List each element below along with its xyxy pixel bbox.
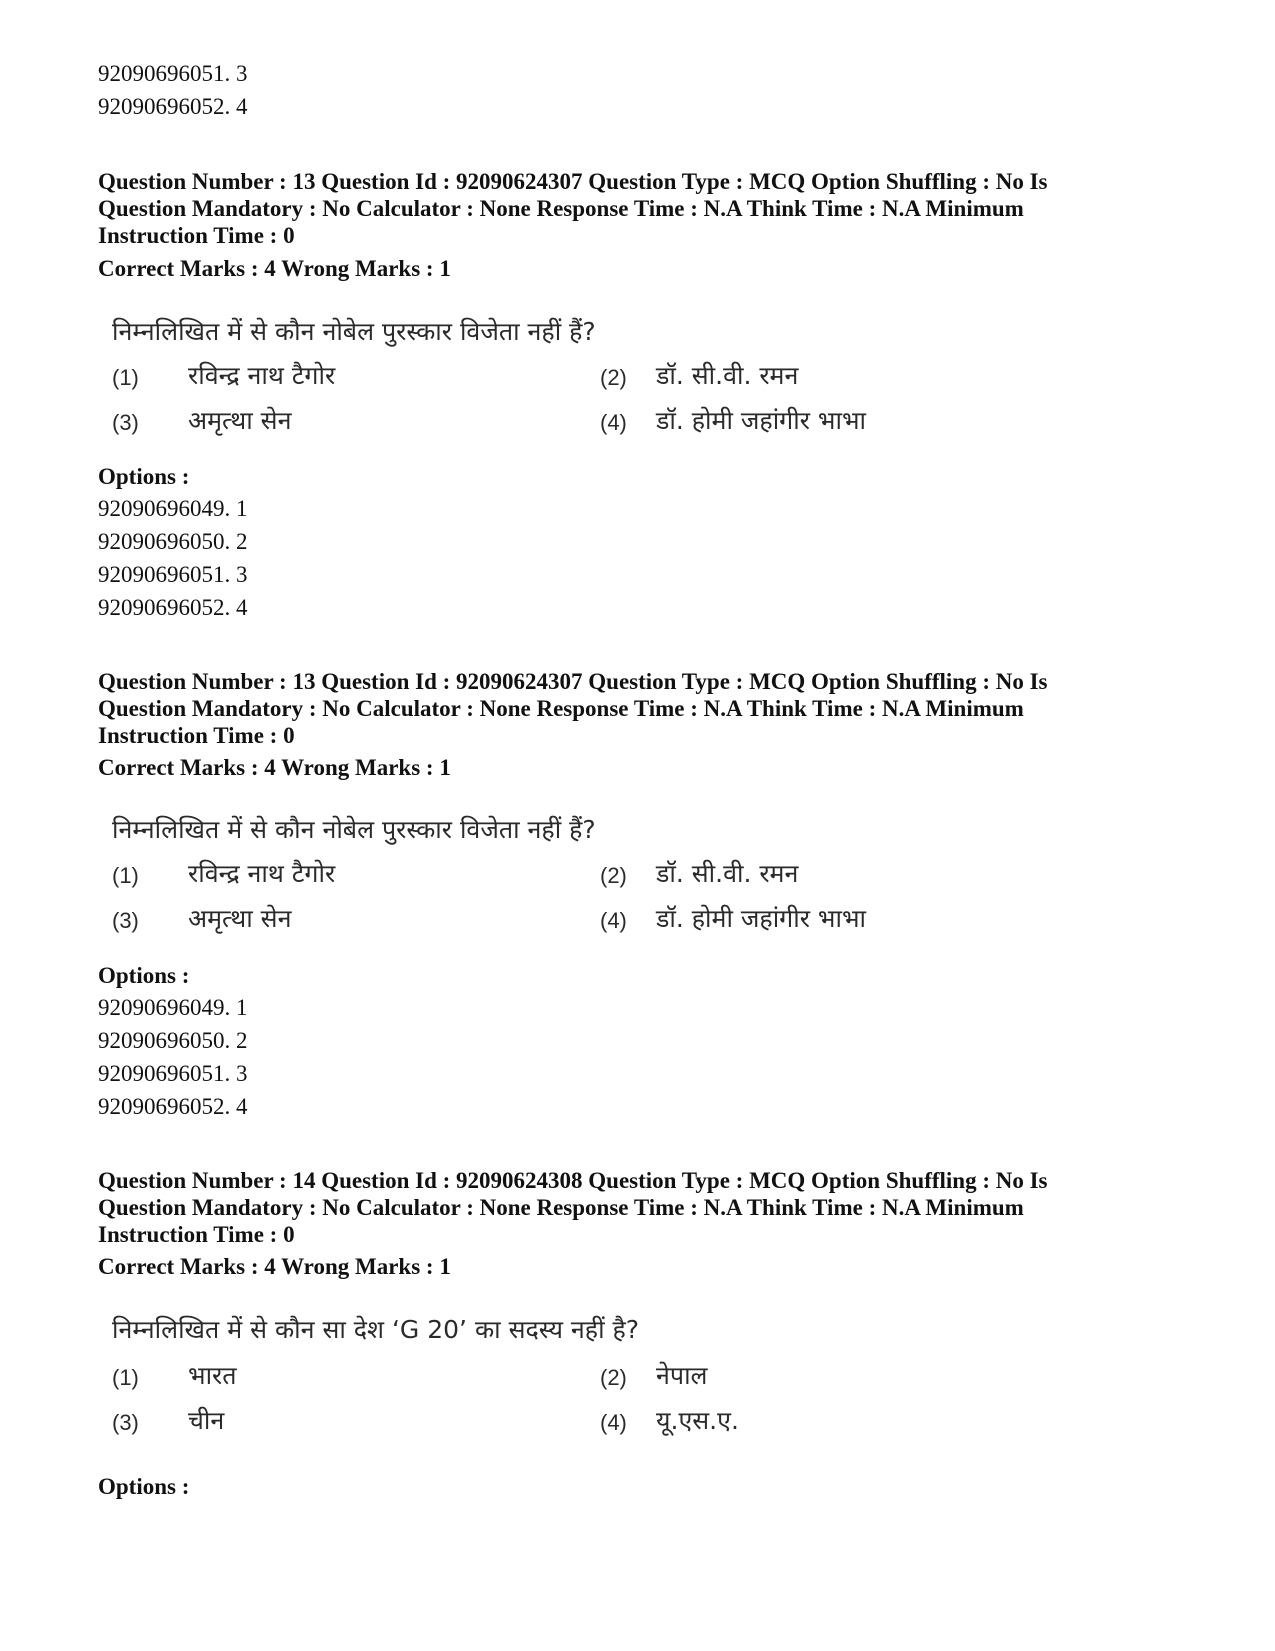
option-item: 92090696052. 4 bbox=[98, 595, 248, 620]
question-header-line: Question Number : 13 Question Id : 92090624307 Question Type : MCQ Option Shuffling : No Is bbox=[98, 169, 1048, 194]
question-header-line: Instruction Time : 0 bbox=[98, 1222, 295, 1247]
option-item: 92090696052. 4 bbox=[98, 94, 248, 119]
question-header-line: Question Number : 14 Question Id : 92090624308 Question Type : MCQ Option Shuffling : No Is bbox=[98, 1168, 1048, 1193]
choice-text: डॉ. सी.वी. रमन bbox=[656, 361, 799, 390]
choice-number: (1) bbox=[112, 863, 139, 888]
question-header-line: Question Number : 13 Question Id : 92090624307 Question Type : MCQ Option Shuffling : No Is bbox=[98, 669, 1048, 694]
choice-number: (2) bbox=[600, 863, 627, 888]
question-text: निम्नलिखित में से कौन नोबेल पुरस्कार विजेता नहीं हैं? bbox=[112, 815, 596, 844]
choice-number: (4) bbox=[600, 908, 627, 933]
question-marks: Correct Marks : 4 Wrong Marks : 1 bbox=[98, 256, 451, 281]
option-item: 92090696050. 2 bbox=[98, 529, 248, 554]
choice-text: अमृत्था सेन bbox=[188, 406, 292, 435]
choice-number: (1) bbox=[112, 1365, 139, 1390]
choice-text: रविन्द्र नाथ टैगोर bbox=[188, 859, 336, 888]
question-header-line: Question Mandatory : No Calculator : None Response Time : N.A Think Time : N.A Minimum bbox=[98, 1195, 1024, 1220]
choice-text: अमृत्था सेन bbox=[188, 904, 292, 933]
choice-number: (2) bbox=[600, 1365, 627, 1390]
question-marks: Correct Marks : 4 Wrong Marks : 1 bbox=[98, 1254, 451, 1279]
option-item: 92090696051. 3 bbox=[98, 562, 248, 587]
choice-number: (2) bbox=[600, 365, 627, 390]
question-marks: Correct Marks : 4 Wrong Marks : 1 bbox=[98, 755, 451, 780]
options-label: Options : bbox=[98, 1474, 190, 1499]
options-label: Options : bbox=[98, 963, 190, 988]
choice-number: (3) bbox=[112, 410, 139, 435]
choice-text: रविन्द्र नाथ टैगोर bbox=[188, 361, 336, 390]
question-text: निम्नलिखित में से कौन सा देश ‘G 20’ का सदस्य नहीं है? bbox=[112, 1315, 640, 1344]
question-text: निम्नलिखित में से कौन नोबेल पुरस्कार विजेता नहीं हैं? bbox=[112, 317, 596, 346]
choice-text: नेपाल bbox=[656, 1361, 708, 1390]
question-header-line: Question Mandatory : No Calculator : None Response Time : N.A Think Time : N.A Minimum bbox=[98, 696, 1024, 721]
option-item: 92090696051. 3 bbox=[98, 61, 248, 86]
choice-text: डॉ. होमी जहांगीर भाभा bbox=[656, 406, 866, 435]
option-item: 92090696049. 1 bbox=[98, 496, 248, 521]
choice-text: यू.एस.ए. bbox=[656, 1406, 739, 1435]
choice-text: डॉ. होमी जहांगीर भाभा bbox=[656, 904, 866, 933]
question-header-line: Instruction Time : 0 bbox=[98, 723, 295, 748]
option-item: 92090696051. 3 bbox=[98, 1061, 248, 1086]
choice-number: (4) bbox=[600, 410, 627, 435]
choice-text: चीन bbox=[188, 1406, 225, 1435]
choice-text: भारत bbox=[188, 1361, 237, 1390]
choice-number: (3) bbox=[112, 908, 139, 933]
option-item: 92090696050. 2 bbox=[98, 1028, 248, 1053]
option-item: 92090696052. 4 bbox=[98, 1094, 248, 1119]
choice-text: डॉ. सी.वी. रमन bbox=[656, 859, 799, 888]
choice-number: (3) bbox=[112, 1410, 139, 1435]
choice-number: (1) bbox=[112, 365, 139, 390]
options-label: Options : bbox=[98, 464, 190, 489]
question-header-line: Question Mandatory : No Calculator : None Response Time : N.A Think Time : N.A Minimum bbox=[98, 196, 1024, 221]
choice-number: (4) bbox=[600, 1410, 627, 1435]
option-item: 92090696049. 1 bbox=[98, 995, 248, 1020]
question-header-line: Instruction Time : 0 bbox=[98, 223, 295, 248]
